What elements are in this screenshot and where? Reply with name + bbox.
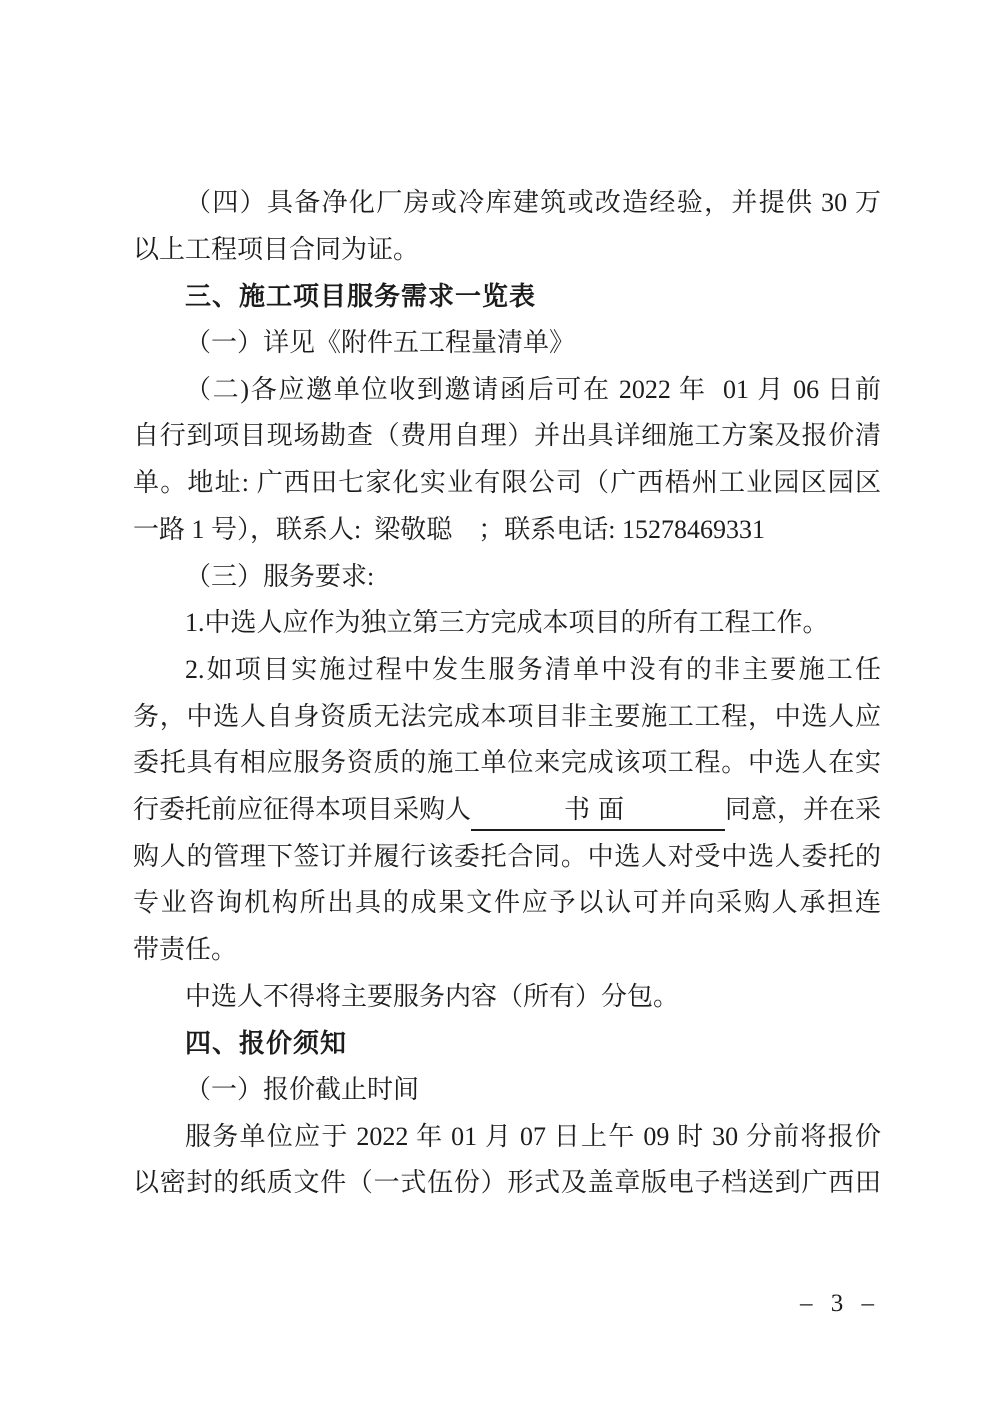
text-line: （三）服务要求: [185,561,375,591]
text-line: 带责任。 [133,935,238,964]
text-line: （二)各应邀单位收到邀请函后可在 2022 年 01 月 06 日前 [185,374,881,404]
text-line: （一）报价截止时间 [185,1075,420,1105]
text-line: 中选人不得将主要服务内容（所有）分包。 [185,981,680,1011]
section-heading: 三、施工项目服务需求一览表 [185,281,537,312]
text-line: （四）具备净化厂房或冷库建筑或改造经验，并提供 30 万 [185,188,881,217]
text-line: 服务单位应于 2022 年 01 月 07 日上午 09 时 30 分前将报价 [185,1121,881,1151]
blank-line-text-before: 行委托前应征得本项目采购人 [133,794,472,824]
document-body [133,180,881,1207]
page-number: – 3 – [800,1290,880,1317]
text-line: 1.中选人应作为独立第三方完成本项目的所有工程工作。 [185,608,829,638]
text-line: 单。地址: 广西田七家化实业有限公司（广西梧州工业园区园区 [133,468,881,498]
text-line: 专业咨询机构所出具的成果文件应予以认可并向采购人承担连 [133,888,881,918]
text-line: 一路 1 号），联系人: 梁敬聪 ；联系电话: 15278469331 [133,514,765,544]
text-line: 务，中选人自身资质无法完成本项目非主要施工工程，中选人应 [133,701,881,731]
text-line: （一）详见《附件五工程量清单》 [185,328,576,358]
underlined-blank-value: 书面 [471,787,725,831]
text-line: 以上工程项目合同为证。 [133,234,420,264]
blank-line-text-after: 同意，并在采 [724,794,881,824]
section-heading: 四、报价须知 [185,1028,348,1059]
text-line: 委托具有相应服务资质的施工单位来完成该项工程。中选人在实 [133,748,881,778]
fill-in-blank-line [133,787,881,834]
text-line: 购人的管理下签订并履行该委托合同。中选人对受中选人委托的 [133,841,881,871]
text-line: 2.如项目实施过程中发生服务清单中没有的非主要施工任 [185,654,881,684]
text-line: 自行到项目现场勘查（费用自理）并出具详细施工方案及报价清 [133,421,881,451]
text-line: 以密封的纸质文件（一式伍份）形式及盖章版电子档送到广西田 [133,1168,881,1198]
